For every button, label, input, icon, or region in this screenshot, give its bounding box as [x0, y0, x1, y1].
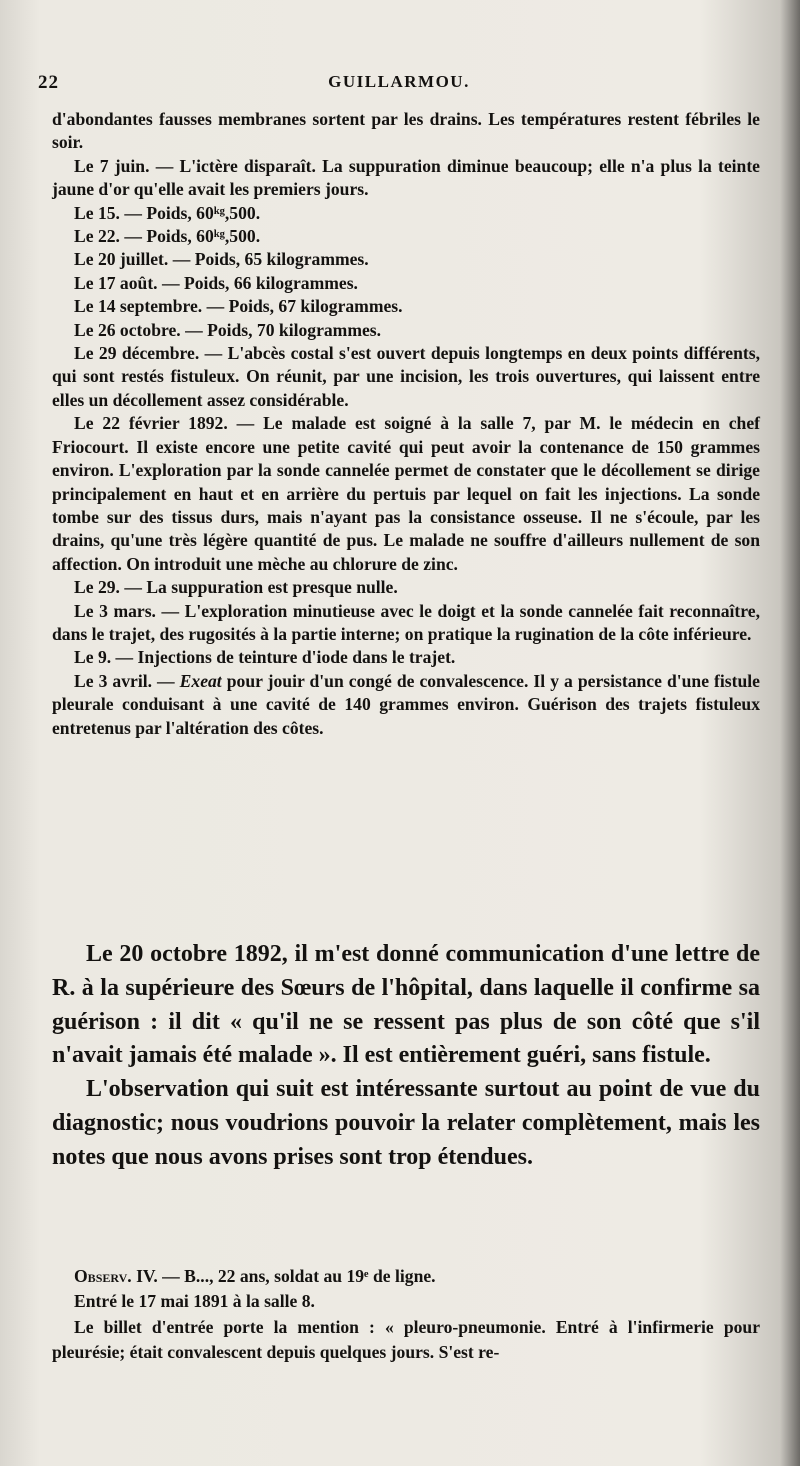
paragraph: Le billet d'entrée porte la mention : « pleuro-pneumonie. Entré à l'infirmerie pour pleurésie; était convalescent depuis quelques jours. S'est re-	[52, 1316, 760, 1363]
observation-label: Observ.	[74, 1266, 132, 1286]
paragraph: Le 29 décembre. — L'abcès costal s'est ouvert depuis longtemps en deux points différents, qui sont restés fistuleux. On réunit, par une incision, les trois ouvertures, qui laissent entre elles un décollement assez considérable.	[52, 343, 760, 410]
paragraph: Le 9. — Injections de teinture d'iode dans le trajet.	[74, 647, 456, 668]
observation-heading	[52, 1264, 760, 1289]
paragraph: Le 3 mars. — L'exploration minutieuse avec le doigt et la sonde cannelée fait reconnaître, dans le trajet, des rugosités à la partie interne; on pratique la rugination de la côte inférieure.	[52, 600, 760, 644]
paragraph: Le 17 août. — Poids, 66 kilogrammes.	[74, 272, 358, 293]
observation-title: IV. — B..., 22 ans, soldat au 19ᵉ de ligne.	[131, 1266, 436, 1286]
paragraph: Le 26 octobre. — Poids, 70 kilogrammes.	[74, 319, 382, 340]
running-head: GUILLARMOU.	[328, 72, 470, 91]
paragraph: L'observation qui suit est intéressante surtout au point de vue du diagnostic; nous voudrions pouvoir la relater complètement, mais les notes que nous avons prises sont trop étendues.	[52, 1076, 760, 1170]
page-number: 22	[38, 72, 59, 93]
paragraph: Le 29. — La suppuration est presque nulle.	[74, 577, 398, 598]
paragraph: Le 7 juin. — L'ictère disparaît. La suppuration diminue beaucoup; elle n'a plus la teinte jaune d'or qu'elle avait les premiers jours.	[52, 155, 760, 200]
paragraph: d'abondantes fausses membranes sortent par les drains. Les températures restent fébriles le soir.	[52, 109, 760, 153]
paragraph: Le 14 septembre. — Poids, 67 kilogrammes.	[74, 296, 403, 317]
date-prefix: Le 3 avril. —	[74, 670, 180, 691]
paragraph	[52, 670, 760, 740]
paragraph: Le 22 février 1892. — Le malade est soigné à la salle 7, par M. le médecin en chef Friocourt. Il existe encore une petite cavité qui peut avoir la contenance de 150 grammes environ. L'exploration par la sonde cannelée permet de constater que le décollement se dirige principalement en haut et en arrière du pertuis par lequel on fait les injections. La sonde tombe sur des tissus durs, mais n'ayant pas la consistance osseuse. Il ne s'écoule, par les drains, qu'une très légère quantité de pus. Le malade ne souffre d'ailleurs nullement de son affection. On introduit une mèche au chlorure de zinc.	[52, 413, 760, 574]
paragraph: Le 20 octobre 1892, il m'est donné communication d'une lettre de R. à la supérieure des Sœurs de l'hôpital, dans laquelle il confirme sa guérison : il dit « qu'il ne se ressent pas plus de son côté que s'il n'avait jamais été malade ». Il est entièrement guéri, sans fistule.	[52, 941, 760, 1069]
page-header	[38, 72, 760, 96]
paragraph-text: pour jouir d'un congé de convalescence. Il y a persistance d'une fistule pleurale conduisant à une cavité de 140 grammes environ. Guérison des trajets fistuleux entretenus par l'altération des côtes.	[52, 670, 760, 738]
paragraph: Entré le 17 mai 1891 à la salle 8.	[74, 1291, 315, 1312]
exeat-term: Exeat	[179, 670, 222, 691]
case-notes-small-print	[52, 108, 760, 740]
main-text-large-print	[52, 938, 760, 1175]
paragraph: Le 22. — Poids, 60ᵏᵍ,500.	[74, 226, 261, 247]
paragraph: Le 15. — Poids, 60ᵏᵍ,500.	[74, 202, 261, 223]
paragraph: Le 20 juillet. — Poids, 65 kilogrammes.	[74, 249, 369, 270]
observation-iv	[52, 1264, 760, 1366]
